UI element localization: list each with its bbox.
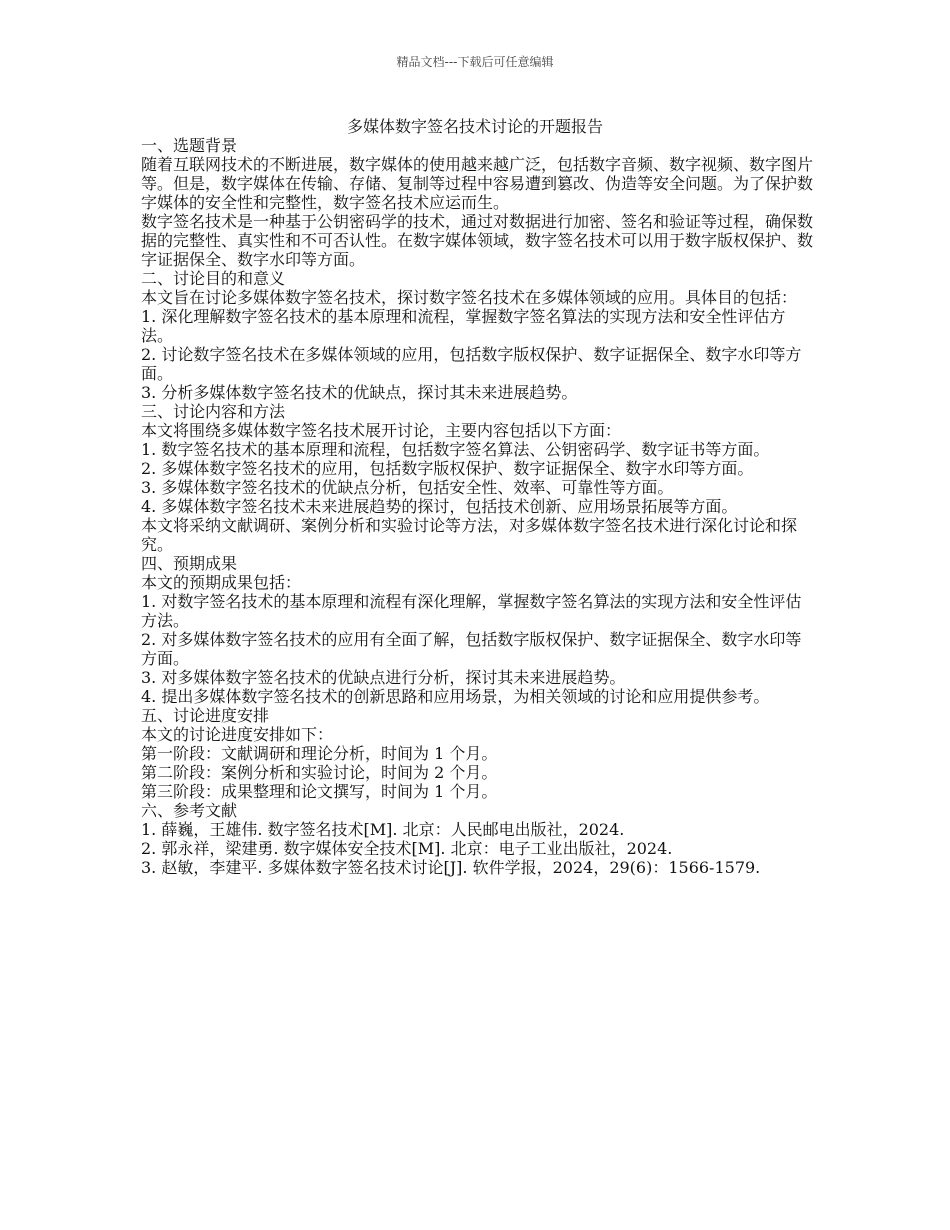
reference-item: 2. 郭永祥，梁建勇. 数字媒体安全技术[M]. 北京：电子工业出版社，2024. (141, 839, 673, 858)
heading-6: 六、参考文献 (141, 801, 238, 820)
document-title: 多媒体数字签名技术讨论的开题报告 (346, 117, 603, 136)
document-body (141, 136, 813, 877)
list-item: 第三阶段：成果整理和论文撰写，时间为 1 个月。 (141, 782, 498, 801)
list-item: 1. 数字签名技术的基本原理和流程，包括数字签名算法、公钥密码学、数字证书等方面。 (141, 440, 770, 459)
paragraph: 本文将采纳文献调研、案例分析和实验讨论等方法，对多媒体数字签名技术进行深化讨论和探究。 (141, 516, 798, 554)
list-item: 第二阶段：案例分析和实验讨论，时间为 2 个月。 (141, 763, 498, 782)
list-item: 3. 对多媒体数字签名技术的优缺点进行分析，探讨其未来进展趋势。 (141, 668, 626, 687)
paragraph: 数字签名技术是一种基于公钥密码学的技术，通过对数据进行加密、签名和验证等过程，确保数据的完整性、真实性和不可否认性。在数字媒体领域，数字签名技术可以用于数字版权保护、数字证据保全、数字水印等方面。 (141, 212, 814, 269)
header-note: 精品文档---下载后可任意编辑 (396, 55, 554, 69)
heading-4: 四、预期成果 (141, 554, 238, 573)
heading-5: 五、讨论进度安排 (141, 706, 270, 725)
list-item: 2. 讨论数字签名技术在多媒体领域的应用，包括数字版权保护、数字证据保全、数字水印等方面。 (141, 345, 802, 383)
paragraph: 本文的讨论进度安排如下： (141, 725, 334, 744)
list-item: 3. 多媒体数字签名技术的优缺点分析，包括安全性、效率、可靠性等方面。 (141, 478, 674, 497)
heading-3: 三、讨论内容和方法 (141, 402, 286, 421)
list-item: 3. 分析多媒体数字签名技术的优缺点，探讨其未来进展趋势。 (141, 383, 578, 402)
list-item: 4. 提出多媒体数字签名技术的创新思路和应用场景，为相关领域的讨论和应用提供参考。 (141, 687, 770, 706)
paragraph: 本文的预期成果包括： (141, 573, 302, 592)
list-item: 第一阶段：文献调研和理论分析，时间为 1 个月。 (141, 744, 498, 763)
reference-item: 3. 赵敏，李建平. 多媒体数字签名技术讨论[J]. 软件学报，2024，29(6)：1566-1579. (141, 858, 761, 877)
heading-1: 一、选题背景 (141, 136, 238, 155)
paragraph: 随着互联网技术的不断进展，数字媒体的使用越来越广泛，包括数字音频、数字视频、数字图片等。但是，数字媒体在传输、存储、复制等过程中容易遭到篡改、伪造等安全问题。为了保护数字媒体的安全性和完整性，数字签名技术应运而生。 (141, 155, 814, 212)
list-item: 4. 多媒体数字签名技术未来进展趋势的探讨，包括技术创新、应用场景拓展等方面。 (141, 497, 738, 516)
list-item: 1. 对数字签名技术的基本原理和流程有深化理解，掌握数字签名算法的实现方法和安全性评估方法。 (141, 592, 802, 630)
heading-2: 二、讨论目的和意义 (141, 269, 286, 288)
list-item: 1. 深化理解数字签名技术的基本原理和流程，掌握数字签名算法的实现方法和安全性评估方法。 (141, 307, 786, 345)
paragraph: 本文将围绕多媒体数字签名技术展开讨论，主要内容包括以下方面： (141, 421, 622, 440)
paragraph: 本文旨在讨论多媒体数字签名技术，探讨数字签名技术在多媒体领域的应用。具体目的包括： (141, 288, 798, 307)
list-item: 2. 多媒体数字签名技术的应用，包括数字版权保护、数字证据保全、数字水印等方面。 (141, 459, 754, 478)
reference-item: 1. 薛巍，王雄伟. 数字签名技术[M]. 北京：人民邮电出版社，2024. (141, 820, 625, 839)
list-item: 2. 对多媒体数字签名技术的应用有全面了解，包括数字版权保护、数字证据保全、数字水印等方面。 (141, 630, 802, 668)
